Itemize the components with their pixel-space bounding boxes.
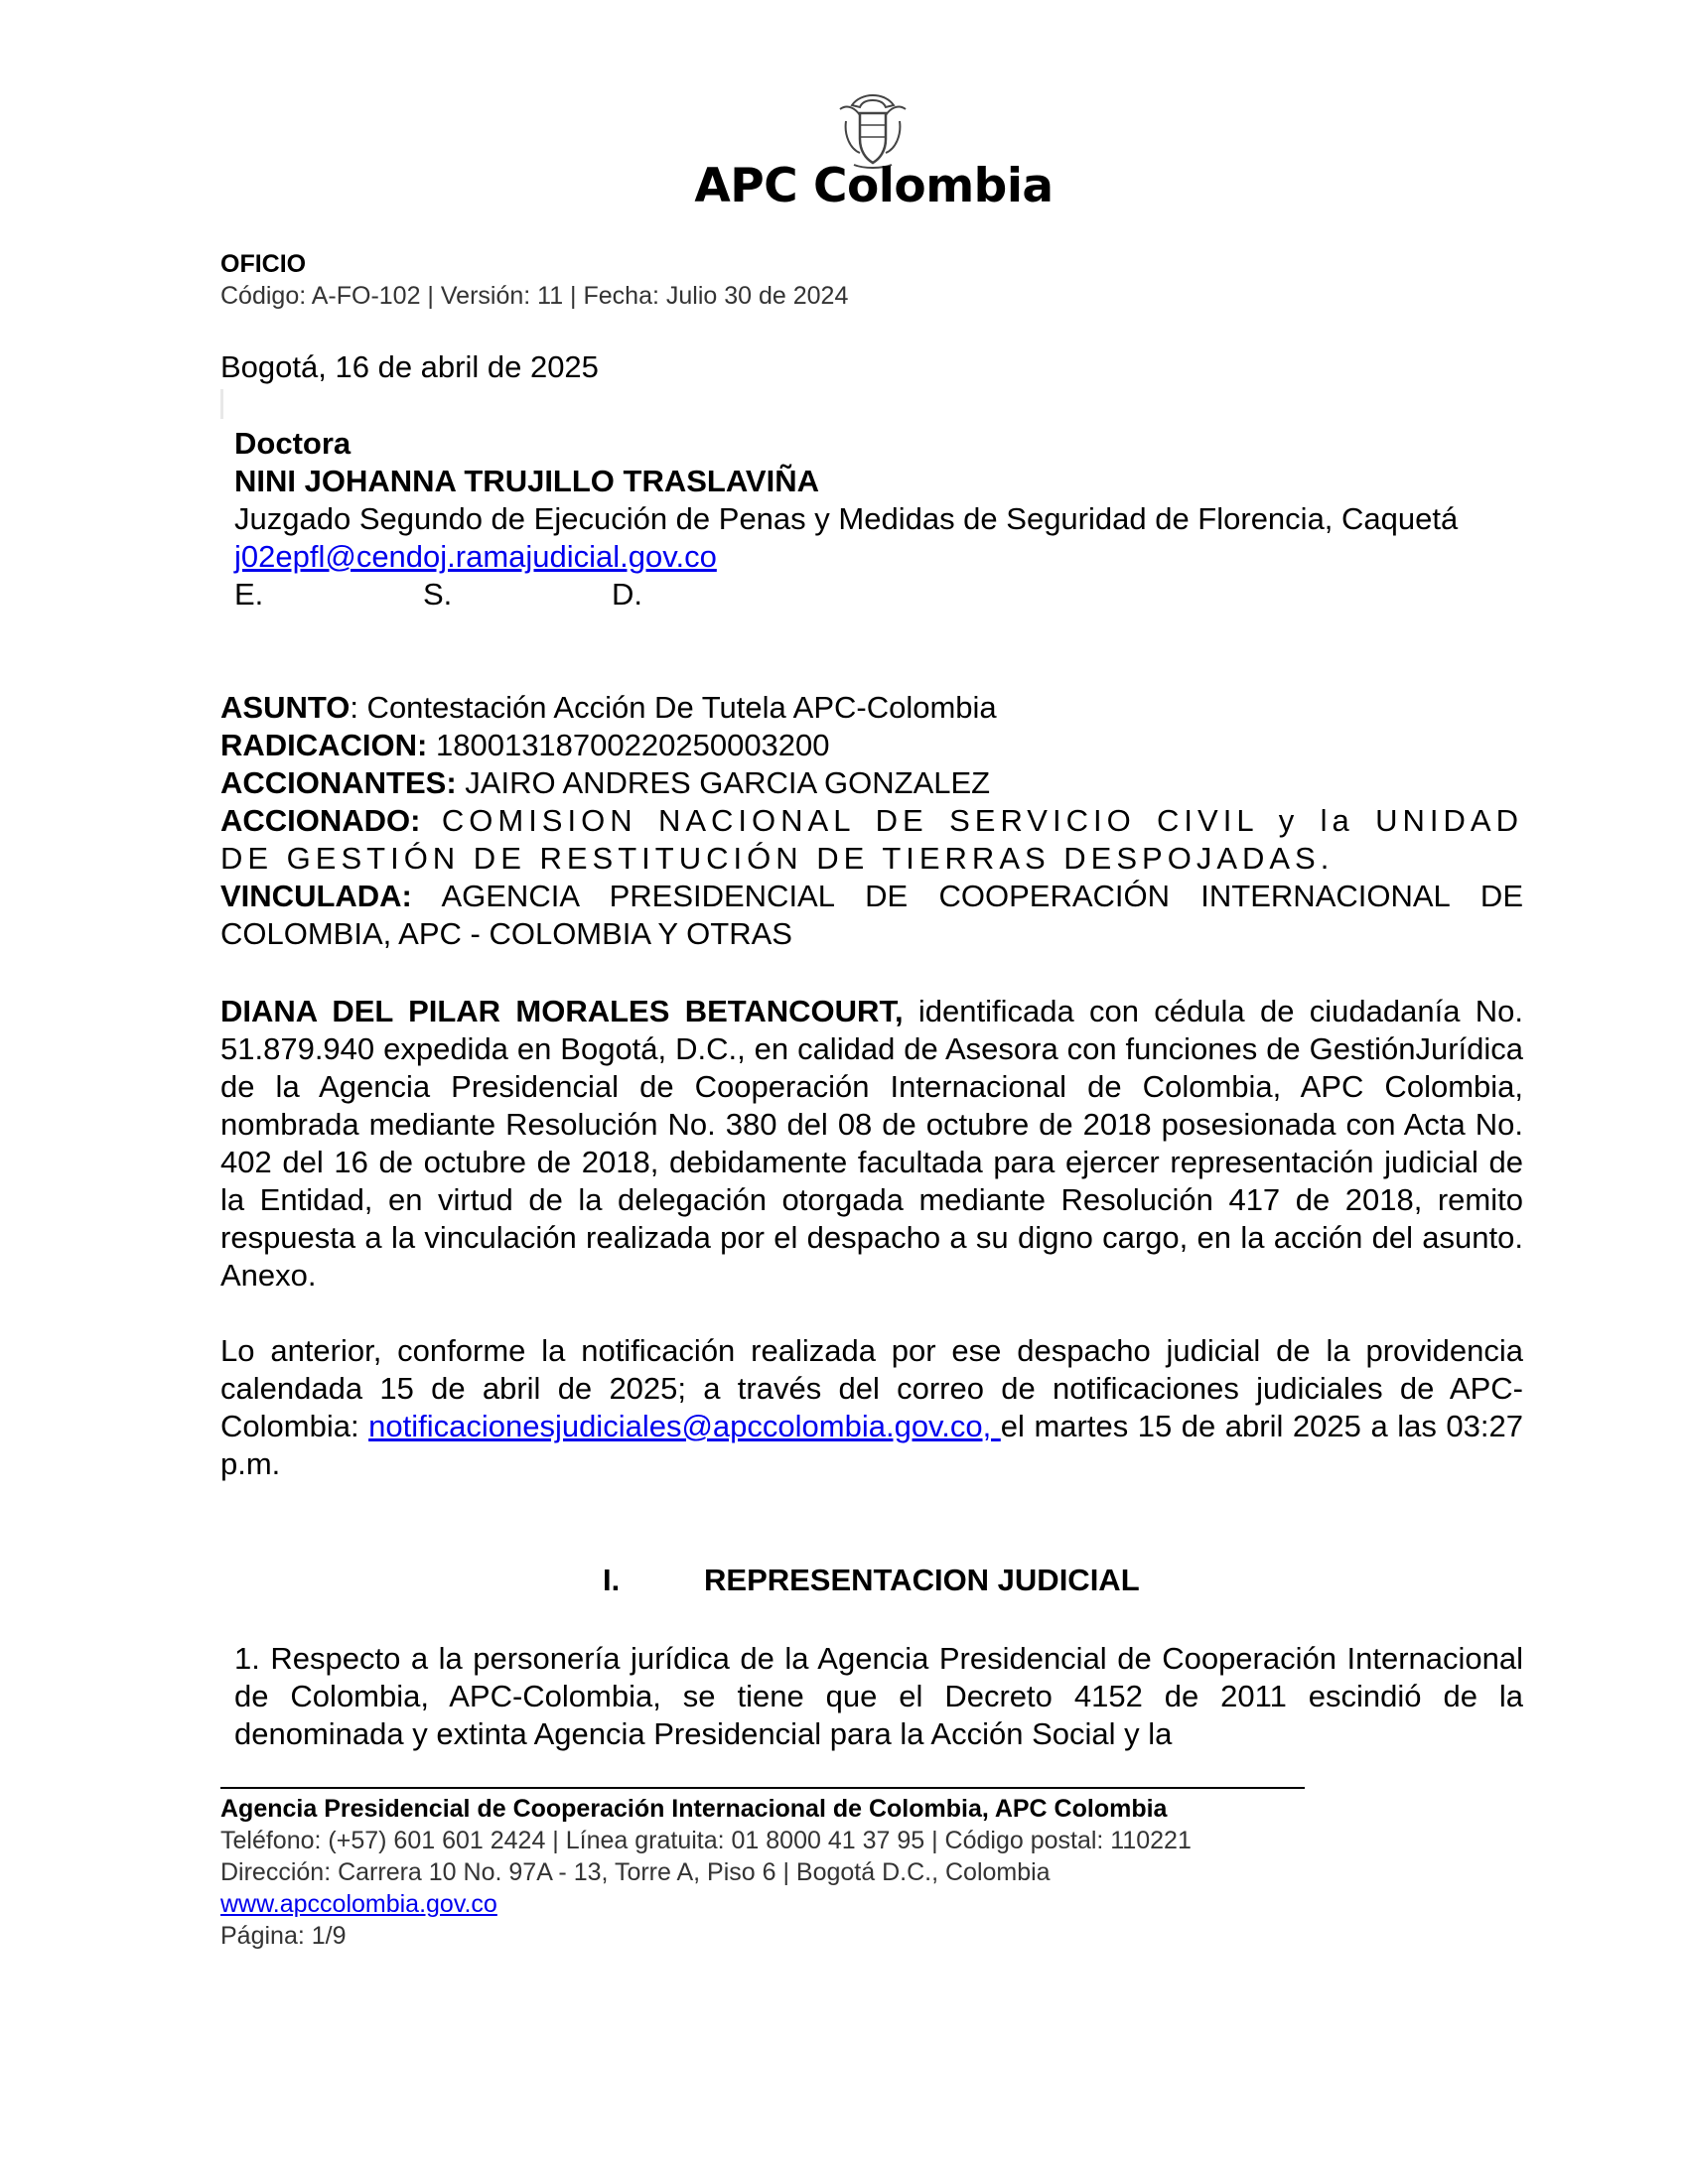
asunto-value: : Contestación Acción De Tutela APC-Colombia	[350, 690, 997, 725]
page-footer	[220, 1793, 1192, 1952]
paragraph1-text: identificada con cédula de ciudadanía No. 51.879.940 expedida en Bogotá, D.C., en calidad de Asesora con funciones de GestiónJurídica de la Agencia Presidencial de Cooperación Internacional de Colombia, APC Colombia, nombrada mediante Resolución No. 380 del 08 de octubre de 2018 posesionada con Acta No. 402 del 16 de octubre de 2018, debidamente facultada para ejercer representación judicial de la Entidad, en virtud de la delegación otorgada mediante Resolución 417 de 2018, remito respuesta a la vinculación realizada por el despacho a su digno cargo, en la acción del asunto. Anexo.	[220, 994, 1524, 1293]
paragraph-notification	[220, 1332, 1523, 1483]
recipient-email-link[interactable]: j02epfl@cendoj.ramajudicial.gov.co	[234, 539, 717, 574]
text-cursor-mark	[220, 389, 223, 419]
document-code: Código: A-FO-102 | Versión: 11 | Fecha: Julio 30 de 2024	[220, 282, 849, 310]
footer-organization: Agencia Presidencial de Cooperación Internacional de Colombia, APC Colombia	[220, 1795, 1168, 1823]
accionantes-label: ACCIONANTES:	[220, 765, 457, 800]
vinculada-value: AGENCIA PRESIDENCIAL DE COOPERACIÓN INTERNACIONAL DE COLOMBIA, APC - COLOMBIA Y OTRAS	[220, 879, 1523, 951]
brand-logo-text: APC Colombia	[694, 159, 1054, 213]
subject-block	[220, 689, 1523, 953]
radicacion-label: RADICACION:	[220, 728, 428, 762]
recipient-name: NINI JOHANNA TRUJILLO TRASLAVIÑA	[234, 464, 819, 498]
item-text: Respecto a la personería jurídica de la Agencia Presidencial de Cooperación Internacional de Colombia, APC-Colombia, se tiene que el Decreto 4152 de 2011 escindió de la denominada y extinta Agencia Presidencial para la Acción Social y la	[234, 1641, 1523, 1751]
section-number: I.	[603, 1563, 621, 1597]
accionado-value: COMISION NACIONAL DE SERVICIO CIVIL y la UNIDAD DE GESTIÓN DE RESTITUCIÓN DE TIERRAS DESPOJADAS.	[220, 803, 1523, 876]
recipient-block	[234, 425, 1458, 614]
footer-divider	[220, 1787, 1305, 1789]
footer-page-number: Página: 1/9	[220, 1922, 347, 1950]
esd-d: D.	[612, 577, 642, 612]
item-number: 1.	[234, 1641, 260, 1676]
city-date: Bogotá, 16 de abril de 2025	[220, 349, 599, 384]
representative-name: DIANA DEL PILAR MORALES BETANCOURT,	[220, 994, 904, 1028]
asunto-label: ASUNTO	[220, 690, 351, 725]
esd-line	[234, 576, 1458, 614]
paragraph2-text-after: el martes 15 de abril 2025 a las 03:27 p.m.	[220, 1409, 1523, 1481]
recipient-court: Juzgado Segundo de Ejecución de Penas y Medidas de Seguridad de Florencia, Caquetá	[234, 501, 1459, 536]
esd-s: S.	[423, 577, 453, 612]
accionantes-value: JAIRO ANDRES GARCIA GONZALEZ	[456, 765, 991, 800]
paragraph2-text-before: Lo anterior, conforme la notificación realizada por ese despacho judicial de la providencia calendada 15 de abril de 2025; a través del correo de notificaciones judiciales de APC-Colombia:	[220, 1333, 1523, 1443]
footer-website-link[interactable]: www.apccolombia.gov.co	[220, 1890, 497, 1918]
accionado-label: ACCIONADO:	[220, 803, 421, 838]
section-heading	[603, 1563, 1140, 1598]
footer-phone: Teléfono: (+57) 601 601 2424 | Línea gratuita: 01 8000 41 37 95 | Código postal: 110221	[220, 1827, 1192, 1854]
paragraph-representative	[220, 993, 1523, 1295]
notifications-email-link[interactable]: notificacionesjudiciales@apccolombia.gov.co,	[368, 1409, 1001, 1443]
document-type: OFICIO	[220, 250, 307, 278]
numbered-item-1	[234, 1640, 1523, 1753]
recipient-title: Doctora	[234, 426, 352, 461]
footer-address: Dirección: Carrera 10 No. 97A - 13, Torre A, Piso 6 | Bogotá D.C., Colombia	[220, 1858, 1051, 1886]
vinculada-label: VINCULADA:	[220, 879, 412, 913]
section-title: REPRESENTACION JUDICIAL	[704, 1563, 1140, 1597]
esd-e: E.	[234, 577, 264, 612]
radicacion-value: 18001318700220250003200	[427, 728, 830, 762]
